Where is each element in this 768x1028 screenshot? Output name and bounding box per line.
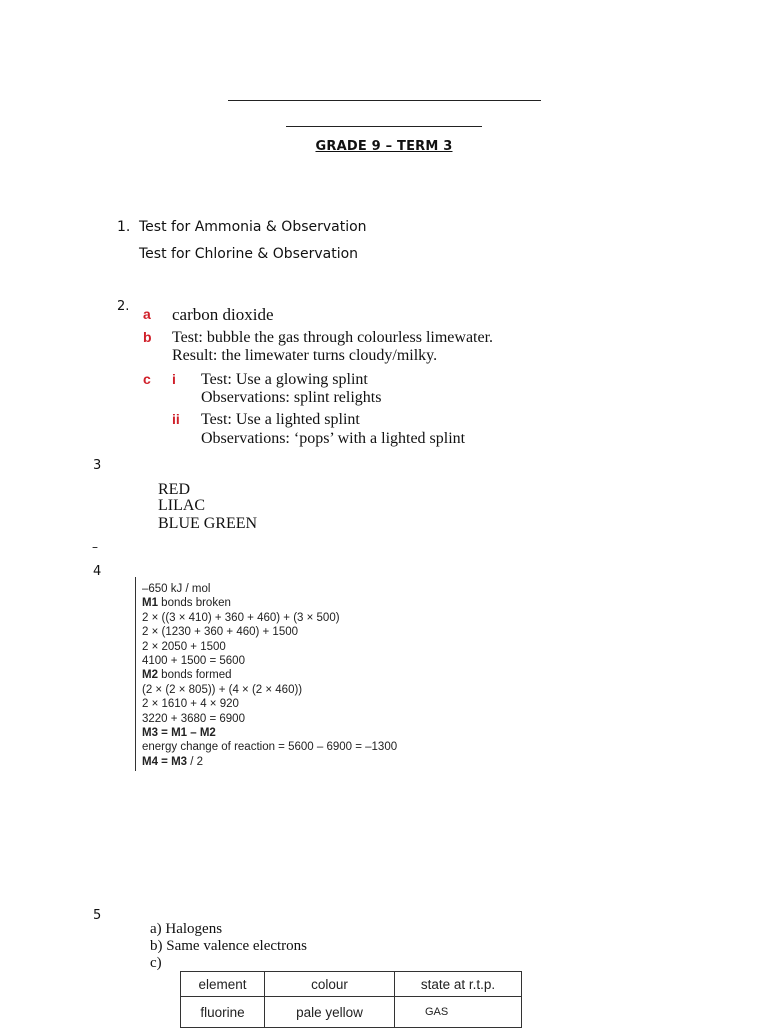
- table-cell: GAS: [395, 997, 522, 1028]
- q1-number: 1.: [117, 219, 131, 235]
- q4-line: M2 bonds formed: [142, 669, 232, 682]
- q2-cii-test: Test: Use a lighted splint: [201, 411, 360, 428]
- table-header-cell: colour: [265, 972, 395, 997]
- q3-number: 3: [93, 458, 102, 473]
- q4-margin-bar: [135, 577, 136, 771]
- q2-number: 2.: [117, 299, 130, 314]
- q4-line: 2 × 1610 + 4 × 920: [142, 698, 239, 711]
- header-rule-second: [286, 126, 482, 127]
- q2-ci-test: Test: Use a glowing splint: [201, 371, 368, 388]
- q1-line-ammonia: Test for Ammonia & Observation: [139, 219, 367, 235]
- q2-ci-label: i: [172, 371, 176, 387]
- q4-line: M4 = M3 / 2: [142, 755, 204, 768]
- page-title: GRADE 9 – TERM 3: [315, 139, 453, 154]
- q2-c-label: c: [143, 371, 151, 387]
- q3-colour-1: RED: [158, 481, 190, 498]
- q1-line-chlorine: Test for Chlorine & Observation: [139, 246, 359, 262]
- q5-part-c: c): [150, 955, 162, 971]
- q4-line: M3 = M1 – M2: [142, 727, 216, 740]
- q4-line: 2 × 2050 + 1500: [142, 640, 226, 653]
- table-header-cell: state at r.t.p.: [395, 972, 522, 997]
- q4-line: 3220 + 3680 = 6900: [142, 712, 245, 725]
- table-row: [181, 997, 522, 1028]
- q2-a-label: a: [143, 306, 151, 322]
- q2-cii-observation: Observations: ‘pops’ with a lighted splint: [201, 430, 466, 447]
- q2-ci-observation: Observations: splint relights: [201, 389, 382, 406]
- q5-part-b: b) Same valence electrons: [150, 938, 308, 954]
- q4-line: 2 × ((3 × 410) + 360 + 460) + (3 × 500): [142, 611, 340, 624]
- q4-calculation: [142, 582, 472, 769]
- q2-b-test: Test: bubble the gas through colourless limewater.: [172, 329, 494, 346]
- stray-dash: –: [92, 540, 98, 554]
- q2-a-text: carbon dioxide: [172, 305, 274, 324]
- table-cell: pale yellow: [265, 997, 395, 1028]
- table-header-row: [181, 972, 522, 997]
- q4-line: 2 × (1230 + 360 + 460) + 1500: [142, 626, 299, 639]
- q2-b-label: b: [143, 329, 152, 345]
- q2-b-result: Result: the limewater turns cloudy/milky.: [172, 347, 438, 364]
- q4-line: (2 × (2 × 805)) + (4 × (2 × 460)): [142, 683, 303, 696]
- q2-cii-label: ii: [172, 411, 180, 427]
- q3-colour-3: BLUE GREEN: [158, 515, 258, 532]
- q5-number: 5: [93, 908, 102, 923]
- q3-colour-2: LILAC: [158, 497, 206, 514]
- table-header-cell: element: [181, 972, 265, 997]
- header-rule-top: [228, 100, 541, 101]
- q4-line: 4100 + 1500 = 5600: [142, 655, 245, 668]
- q4-line: M1 bonds broken: [142, 597, 231, 610]
- table-cell: fluorine: [181, 997, 265, 1028]
- q4-line: –650 kJ / mol: [142, 583, 211, 595]
- q5-part-a: a) Halogens: [150, 921, 223, 937]
- q4-number: 4: [93, 564, 102, 579]
- q4-line: energy change of reaction = 5600 – 6900 = –1300: [142, 741, 398, 754]
- q5-element-table: [180, 971, 522, 1028]
